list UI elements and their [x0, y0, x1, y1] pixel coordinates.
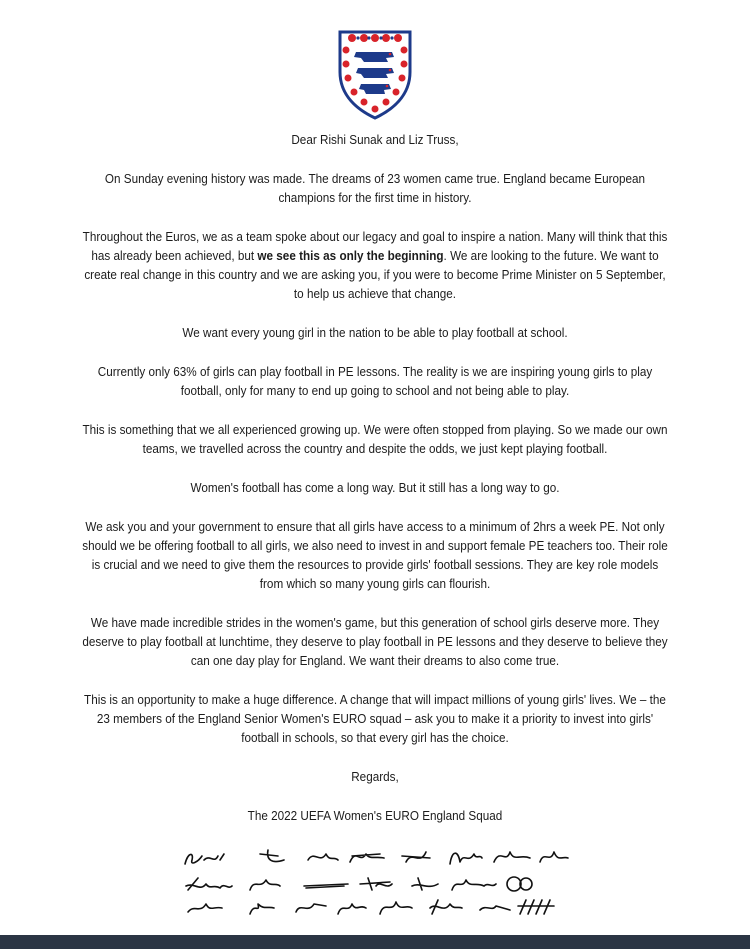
england-crest-logo: [334, 22, 416, 120]
paragraph-7: We ask you and your government to ensure that all girls have access to a minimum of 2hrs a week PE. Not only should we be offering football to all girls, we also need to invest in and support female PE teachers too. Their role is crucial and we need to give them the resources to provide girls' football sessions. They are key role models from which so many young girls can flourish.: [82, 520, 668, 591]
paragraph-8: We have made incredible strides in the women's game, but this generation of school girls deserve more. They deserve to play football at lunchtime, they deserve to play football in PE lessons and they deserve to believe they can one day play for England. We want their dreams to also come true.: [82, 616, 668, 668]
closing: Regards,: [351, 770, 399, 784]
paragraph-4: Currently only 63% of girls can play football in PE lessons. The reality is we are inspiring young girls to play football, only for many to end up going to school and not being able to play.: [97, 365, 653, 398]
paragraph-2: Throughout the Euros, we as a team spoke about our legacy and goal to inspire a nation. Many will think that this has already been achieved, but we see this as only the beginning. We are looking to the future. We want to create real change in this country and we are asking you, if you were to become Prime Minister on 5 September, to help us achieve that change.: [82, 230, 668, 301]
signoff: The 2022 UEFA Women's EURO England Squad: [247, 809, 503, 823]
paragraph-9: This is an opportunity to make a huge difference. A change that will impact millions of young girls' lives. We – the 23 members of the England Senior Women's EURO squad – ask you to make it a priority to invest into girls' football in schools, so that every girl has the choice.: [84, 693, 666, 745]
letter-body: [80, 131, 670, 846]
paragraph-5: This is something that we all experienced growing up. We were often stopped from playing. So we made our own teams, we travelled across the country and despite the odds, we just kept playing football.: [82, 423, 668, 456]
paragraph-1: On Sunday evening history was made. The dreams of 23 women came true. England became European champions for the first time in history.: [104, 172, 646, 205]
signatures-image: [180, 842, 570, 922]
paragraph-6: Women's football has come a long way. But it still has a long way to go.: [190, 481, 560, 495]
salutation: Dear Rishi Sunak and Liz Truss,: [291, 133, 459, 147]
squad-signatures: [180, 842, 570, 922]
footer-bar: [0, 935, 750, 949]
paragraph-3: We want every young girl in the nation to be able to play football at school.: [182, 326, 568, 340]
emphasis-text: we see this as only the beginning: [257, 249, 444, 263]
